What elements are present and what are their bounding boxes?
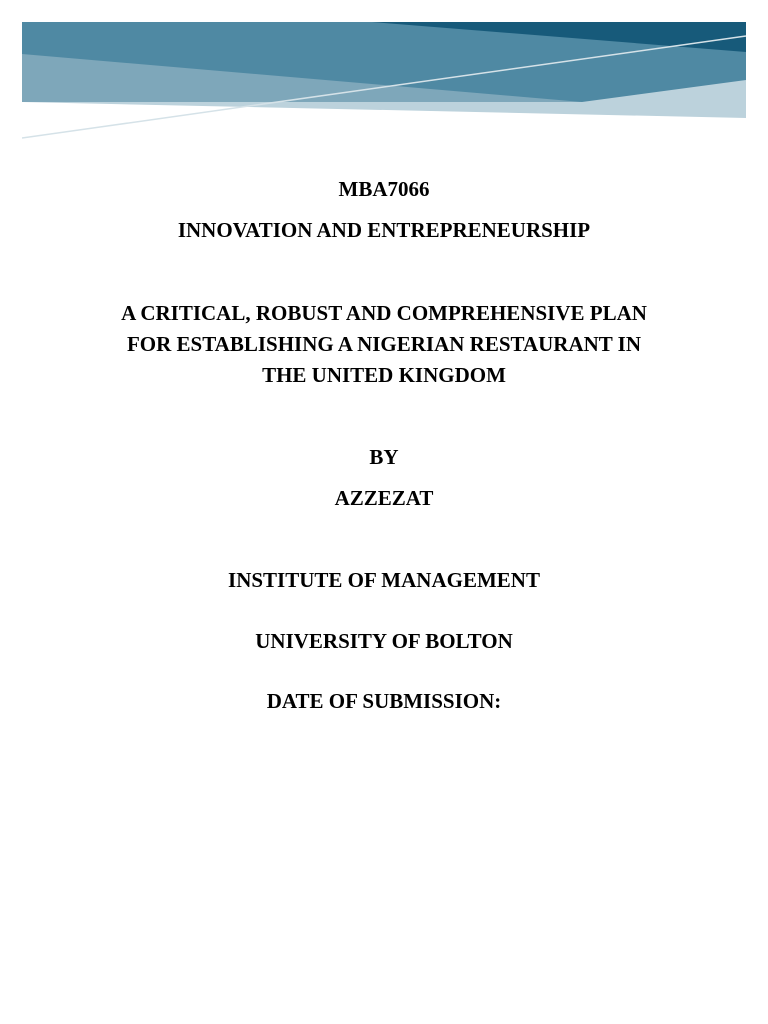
submission-date-label: DATE OF SUBMISSION:: [266, 689, 502, 713]
university-name: UNIVERSITY OF BOLTON: [255, 629, 513, 653]
report-title-line: THE UNITED KINGDOM: [262, 363, 506, 387]
report-title: [0, 298, 768, 391]
course-name: INNOVATION AND ENTREPRENEURSHIP: [177, 218, 591, 242]
banner-graphic: [22, 22, 746, 140]
report-title-line: FOR ESTABLISHING A NIGERIAN RESTAURANT IN: [126, 332, 642, 356]
course-code: MBA7066: [338, 177, 430, 201]
header-banner: [22, 22, 746, 140]
author-name: AZZEZAT: [334, 486, 434, 510]
by-label: BY: [369, 445, 399, 469]
report-title-line: A CRITICAL, ROBUST AND COMPREHENSIVE PLAN: [121, 301, 647, 325]
institute-name: INSTITUTE OF MANAGEMENT: [228, 568, 540, 592]
